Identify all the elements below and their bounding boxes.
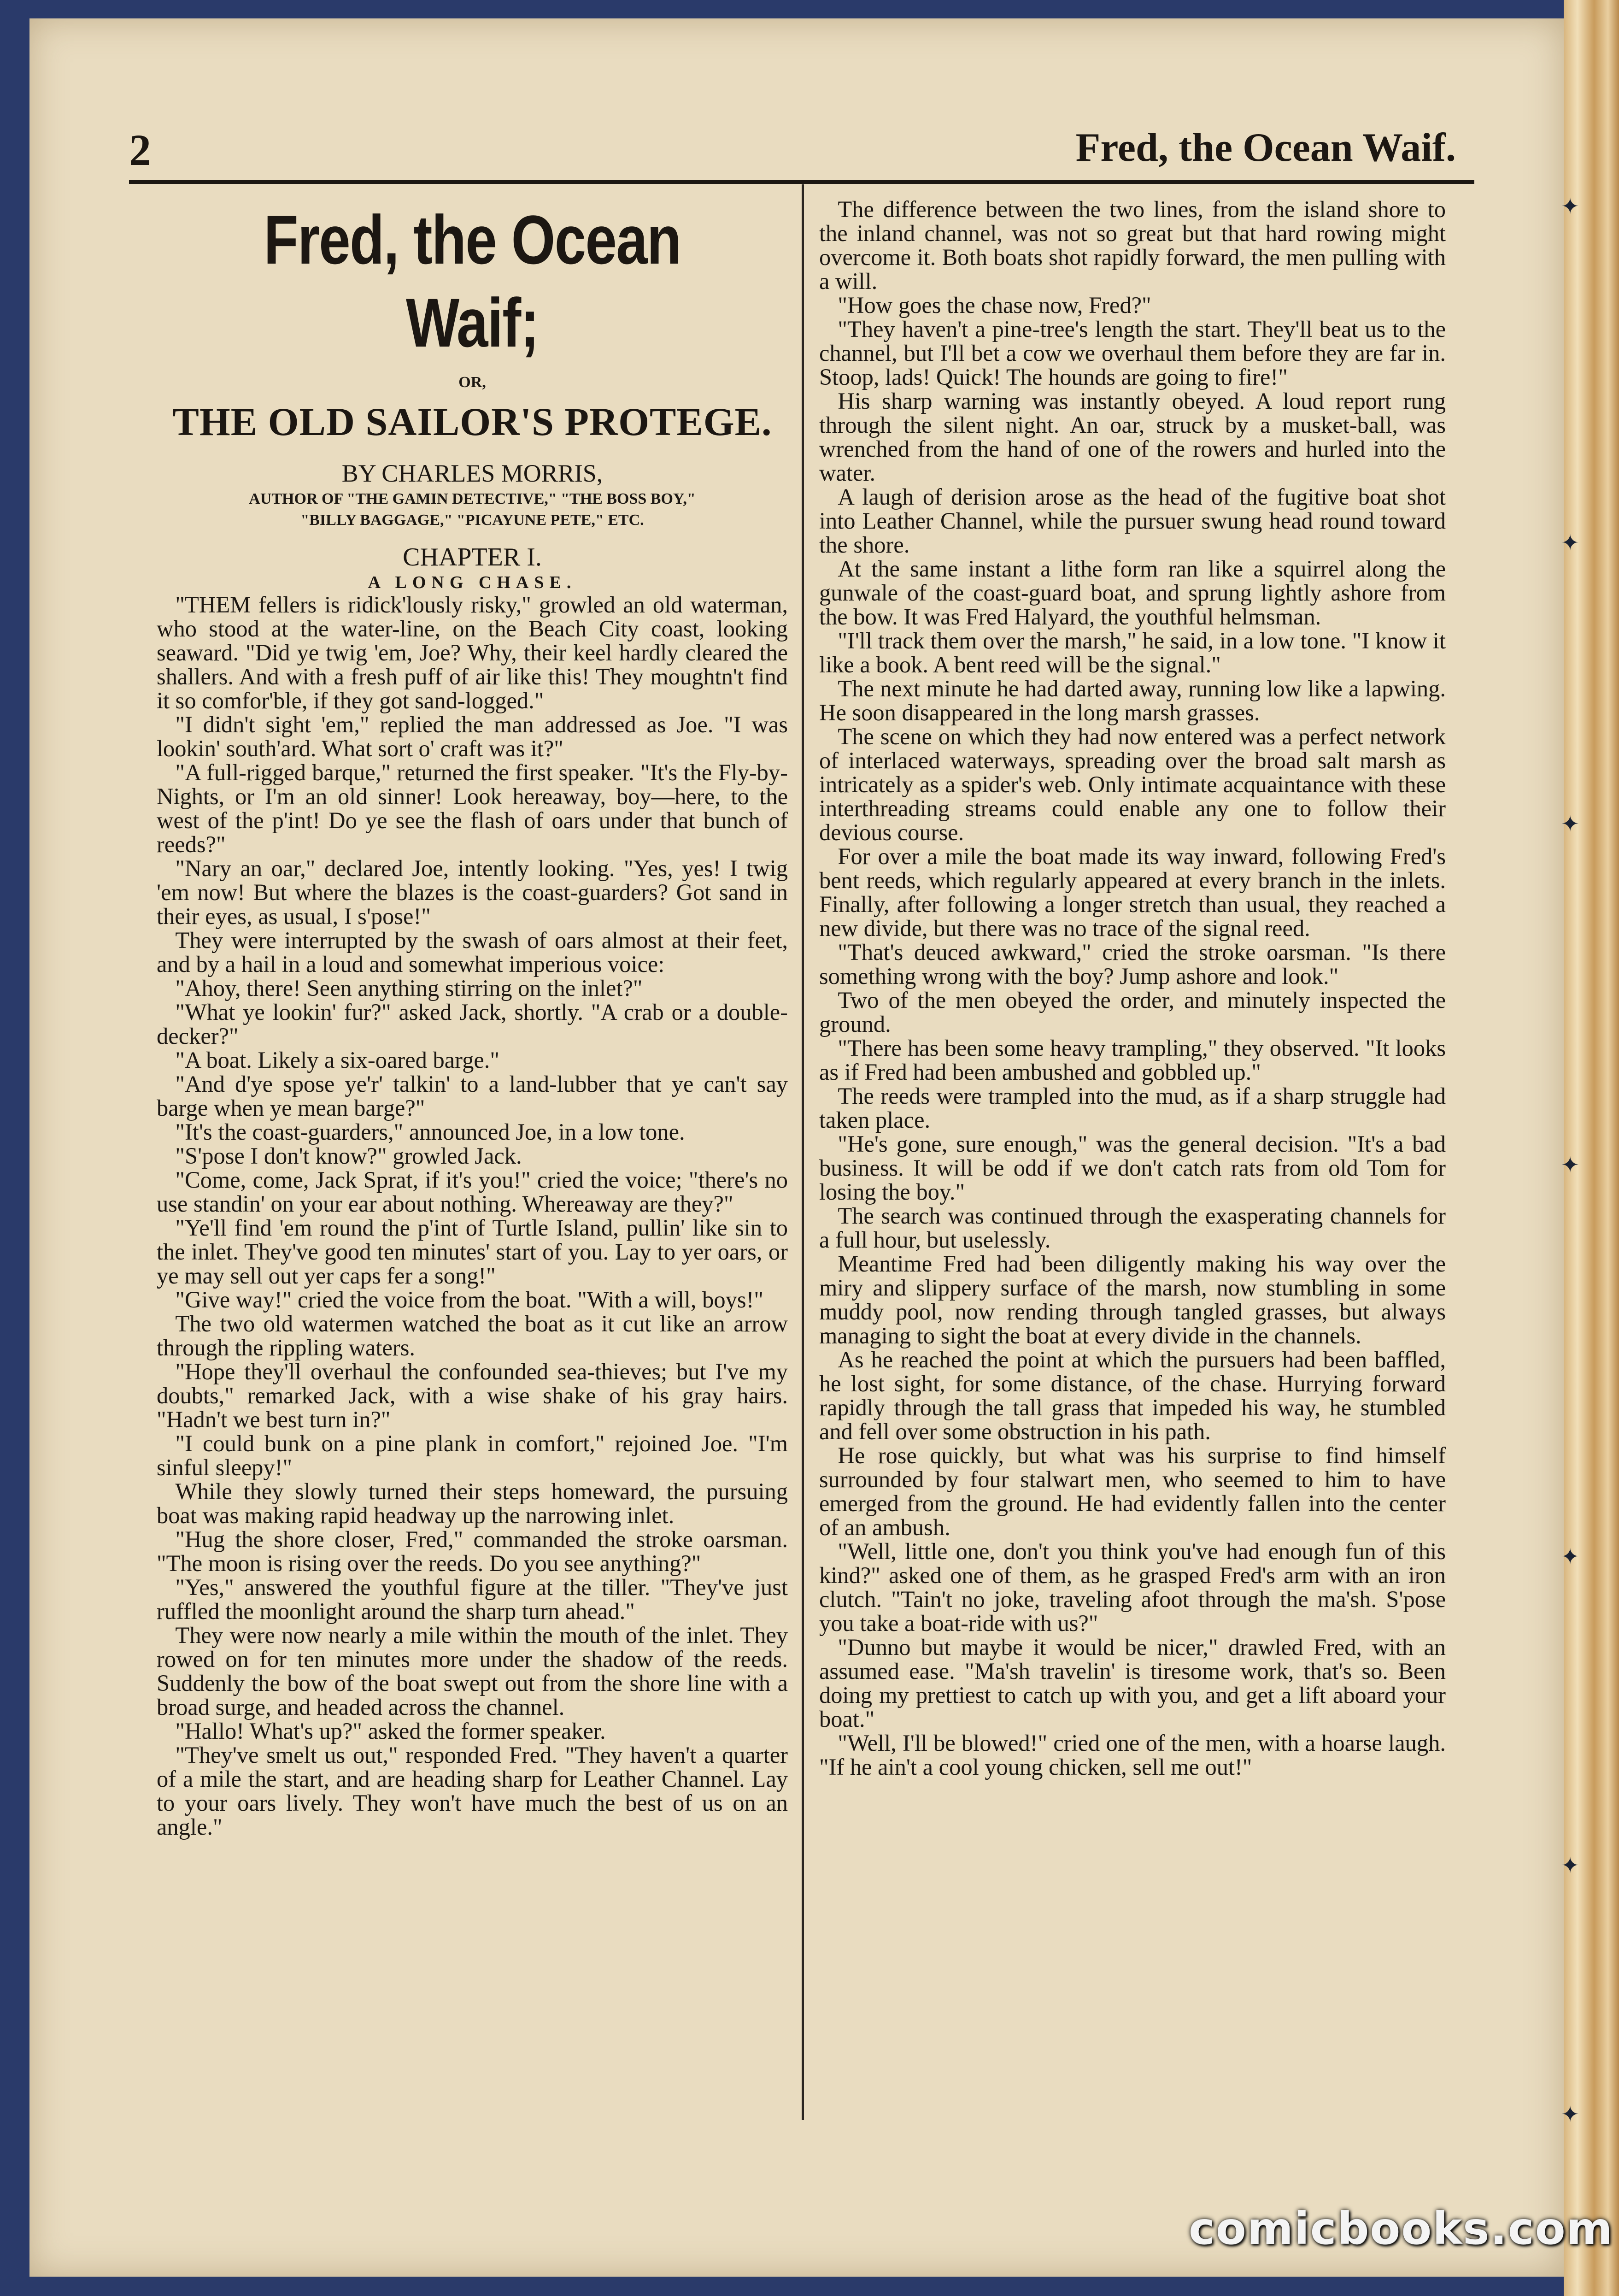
staple-mark: ✦ xyxy=(1560,531,1580,555)
paragraph: They were now nearly a mile within the mouth of the inlet. They rowed on for ten minutes more under the shadow of the reeds. Suddenly the bow of the boat swept out from the shore line with a broad surge, and headed across the channel. xyxy=(157,1622,788,1720)
paragraph: "THEM fellers is ridick'lously risky," growled an old waterman, who stood at the water-line, on the Beach City coast, looking seaward. "Did ye twig 'em, Joe? Why, their keel hardly cleared the shallers. And with a fresh puff of air like this! They moughtn't find it so comfor'ble, if they got sand-logged." xyxy=(157,592,788,713)
staple-mark: ✦ xyxy=(1560,1854,1580,1878)
paragraph: "It's the coast-guarders," announced Joe, in a low tone. xyxy=(175,1119,685,1145)
paragraph: "There has been some heavy trampling," they observed. "It looks as if Fred had been ambushed and gobbled up." xyxy=(819,1035,1446,1085)
paragraph: "Yes," answered the youthful figure at the tiller. "They've just ruffled the moonlight around the sharp turn ahead." xyxy=(157,1574,788,1624)
chapter-heading: CHAPTER I. xyxy=(403,543,542,571)
paragraph: The two old watermen watched the boat as it cut like an arrow through the rippling waters. xyxy=(157,1311,788,1360)
paragraph: "Hope they'll overhaul the confounded sea-thieves; but I've my doubts," remarked Jack, with a wise shake of his gray hairs. "Hadn't we best turn in?" xyxy=(157,1359,788,1432)
story-subtitle: THE OLD SAILOR'S PROTEGE. xyxy=(172,400,772,444)
paragraph: While they slowly turned their steps homeward, the pursuing boat was making rapid headway up the narrowing inlet. xyxy=(157,1478,788,1528)
paragraph: Meantime Fred had been diligently making his way over the miry and slippery surface of the marsh, now stumbling in some muddy pool, now rending through tangled grasses, but always managing to sight the boat at every divide in the channels. xyxy=(819,1251,1446,1348)
paragraph: The search was continued through the exasperating channels for a full hour, but uselessly. xyxy=(819,1203,1446,1253)
author-credits-line-1: AUTHOR OF "THE GAMIN DETECTIVE," "THE BOSS BOY," xyxy=(249,490,696,507)
paragraph: "Come, come, Jack Sprat, if it's you!" cried the voice; "there's no use standin' on your ear about nothing. Whereaway are they?" xyxy=(157,1167,788,1217)
paragraph: A laugh of derision arose as the head of the fugitive boat shot into Leather Channel, while the pursuer swung head round toward the shore. xyxy=(819,484,1446,558)
paragraph: "Well, I'll be blowed!" cried one of the men, with a hoarse laugh. "If he ain't a cool young chicken, sell me out!" xyxy=(819,1730,1446,1780)
paragraph: "He's gone, sure enough," was the general decision. "It's a bad business. It will be odd if we don't catch rats from old Tom for losing the boy." xyxy=(819,1131,1446,1205)
paragraph: At the same instant a lithe form ran like a squirrel along the gunwale of the coast-guard boat, and sprung lightly ashore from the bow. It was Fred Halyard, the youthful helmsman. xyxy=(819,556,1446,630)
left-column-text xyxy=(157,593,788,1839)
paragraph: "Hug the shore closer, Fred," commanded the stroke oarsman. "The moon is rising over the reeds. Do you see anything?" xyxy=(157,1526,788,1576)
paragraph: As he reached the point at which the pursuers had been baffled, he lost sight, for some distance, of the chase. Hurrying forward rapidly through the tall grass that impeded his way, he stumbled and fell over some obstruction in his path. xyxy=(819,1347,1446,1444)
paragraph: His sharp warning was instantly obeyed. A loud report rung through the silent night. An oar, struck by a musket-ball, was wrenched from the hand of one of the rowers and hurled into the water. xyxy=(819,388,1446,486)
page-header xyxy=(129,115,1474,184)
paragraph: The scene on which they had now entered was a perfect network of interlaced waterways, spreading over the broad salt marsh as intricately as a spider's web. Only intimate acquaintance with these interthreading streams could enable any one to follow their devious course. xyxy=(819,724,1446,845)
paragraph: For over a mile the boat made its way inward, following Fred's bent reeds, which regularly appeared at every branch in the inlets. Finally, after following a longer stretch than usual, they reached a new divide, but there was no trace of the signal reed. xyxy=(819,843,1446,941)
paragraph: "Nary an oar," declared Joe, intently looking. "Yes, yes! I twig 'em now! But where the blazes is the coast-guarders? Got sand in their eyes, as usual, I s'pose!" xyxy=(157,855,788,929)
paragraph: "Give way!" cried the voice from the boat. "With a will, boys!" xyxy=(175,1287,764,1313)
paragraph: "They haven't a pine-tree's length the start. They'll beat us to the channel, but I'll bet a cow we overhaul them before they are far in. Stoop, lads! Quick! The hounds are going to fire!" xyxy=(819,316,1446,390)
paragraph: He rose quickly, but what was his surprise to find himself surrounded by four stalwart men, who seemed to him to have emerged from the ground. He had evidently fallen into the center of an ambush. xyxy=(819,1442,1446,1540)
chapter-title: A LONG CHASE. xyxy=(368,573,577,592)
binding-spine xyxy=(1564,0,1619,2296)
paragraph: They were interrupted by the swash of oars almost at their feet, and by a hail in a loud and somewhat imperious voice: xyxy=(157,927,788,977)
staple-mark: ✦ xyxy=(1560,1545,1580,1569)
right-column xyxy=(819,197,1446,1779)
author-credits-line-2: "BILLY BAGGAGE," "PICAYUNE PETE," ETC. xyxy=(300,512,644,529)
paragraph: The reeds were trampled into the mud, as if a sharp struggle had taken place. xyxy=(819,1083,1446,1133)
left-column xyxy=(157,194,788,1839)
paragraph: "I could bunk on a pine plank in comfort," rejoined Joe. "I'm sinful sleepy!" xyxy=(157,1431,788,1480)
paragraph: "How goes the chase now, Fred?" xyxy=(838,292,1151,318)
watermark: comicbooks.com xyxy=(1189,2203,1613,2255)
staple-mark: ✦ xyxy=(1560,194,1580,219)
staple-mark: ✦ xyxy=(1560,1153,1580,1177)
paragraph: Two of the men obeyed the order, and minutely inspected the ground. xyxy=(819,987,1446,1037)
paragraph: "I'll track them over the marsh," he said, in a low tone. "I know it like a book. A bent reed will be the signal." xyxy=(819,628,1446,677)
paragraph: "What ye lookin' fur?" asked Jack, shortly. "A crab or a double-decker?" xyxy=(157,999,788,1049)
story-or: OR, xyxy=(458,374,486,391)
paragraph: "They've smelt us out," responded Fred. "They haven't a quarter of a mile the start, and are heading sharp for Leather Channel. Lay to your oars lively. They won't have much the best of us on an angle." xyxy=(157,1742,788,1840)
story-byline: BY CHARLES MORRIS, xyxy=(341,459,603,487)
paragraph: "Ye'll find 'em round the p'int of Turtle Island, pullin' like sin to the inlet. They've good ten minutes' start of you. Lay to yer oars, or ye may sell out yer caps fer a song!" xyxy=(157,1215,788,1289)
column-divider xyxy=(802,184,804,2120)
paragraph: "I didn't sight 'em," replied the man addressed as Joe. "I was lookin' south'ard. What sort o' craft was it?" xyxy=(157,712,788,761)
staple-mark: ✦ xyxy=(1560,2102,1580,2127)
right-column-text xyxy=(819,197,1446,1779)
paragraph: "Hallo! What's up?" asked the former speaker. xyxy=(175,1718,606,1744)
paragraph: The next minute he had darted away, running low like a lapwing. He soon disappeared in the long marsh grasses. xyxy=(819,676,1446,725)
paragraph: "S'pose I don't know?" growled Jack. xyxy=(175,1143,522,1169)
paragraph: The difference between the two lines, from the island shore to the inland channel, was not so great but that hard rowing might overcome it. Both boats shot rapidly forward, the men pulling with a will. xyxy=(819,196,1446,294)
story-title: Fred, the Ocean Waif; xyxy=(264,201,681,361)
paragraph: "A boat. Likely a six-oared barge." xyxy=(175,1047,499,1073)
paragraph: "Dunno but maybe it would be nicer," drawled Fred, with an assumed ease. "Ma'sh travelin' is tiresome work, that's so. Been doing my prettiest to catch up with you, and get a lift aboard your boat." xyxy=(819,1634,1446,1732)
paragraph: "Well, little one, don't you think you've had enough fun of this kind?" asked one of them, as he grasped Fred's arm with an iron clutch. "Tain't no joke, traveling afoot through the ma'sh. S'pose you take a boat-ride with us?" xyxy=(819,1538,1446,1636)
staple-mark: ✦ xyxy=(1560,812,1580,836)
page-number: 2 xyxy=(129,125,151,175)
paragraph: "Ahoy, there! Seen anything stirring on the inlet?" xyxy=(175,975,643,1001)
paragraph: "A full-rigged barque," returned the first speaker. "It's the Fly-by-Nights, or I'm an old sinner! Look hereaway, boy—here, to the west of the p'int! Do ye see the flash of oars under that bunch of reeds?" xyxy=(157,759,788,857)
paragraph: "That's deuced awkward," cried the stroke oarsman. "Is there something wrong with the boy? Jump ashore and look." xyxy=(819,939,1446,989)
paragraph: "And d'ye spose ye'r' talkin' to a land-lubber that ye can't say barge when ye mean barge?" xyxy=(157,1071,788,1121)
running-title: Fred, the Ocean Waif. xyxy=(1075,125,1456,170)
